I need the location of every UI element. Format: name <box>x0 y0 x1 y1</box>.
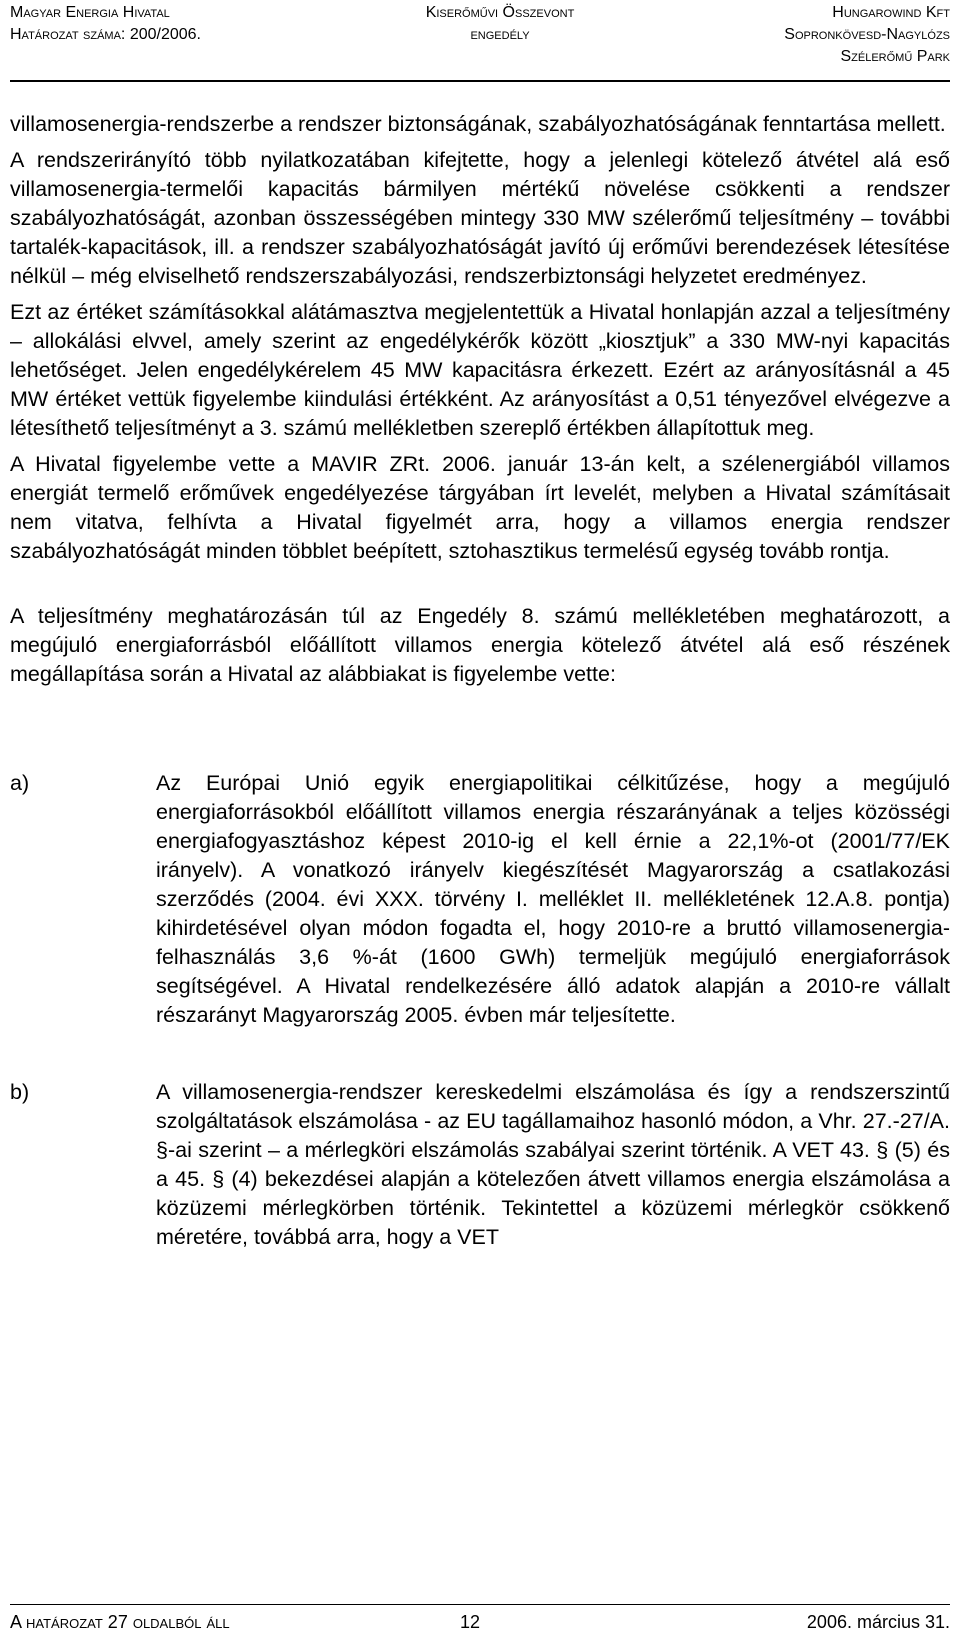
site-name: Sopronkövesd-Nagylózs <box>784 26 950 43</box>
header-right <box>784 2 950 68</box>
paragraph: A rendszerirányító több nyilatkozatában kifejtette, hogy a jelenlegi kötelező átvétel alá eső villamosenergia-termelői kapacitás bármilyen mértékű növelése csökkenti a rendszer szabályozhatóságát, azonban összességében mintegy 330 MW szélerőmű teljesítmény – további tartalék-kapacitások, ill. a rendszer szabályozhatóságát javító új erőművi berendezések létesítése nélkül – még elviselhető rendszerszabályozási, rendszerbiztonsági helyzetet eredményez. <box>10 148 950 288</box>
document-date: 2006. március 31. <box>806 1612 950 1632</box>
company-name: Hungarowind Kft <box>832 4 950 21</box>
enumerated-list <box>10 769 950 1252</box>
header-left <box>10 2 201 46</box>
header-center <box>370 2 630 46</box>
page-number: 12 <box>460 1612 481 1632</box>
page-count-note: A határozat 27 oldalból áll <box>10 1612 230 1632</box>
list-item-text: Az Európai Unió egyik energiapolitikai célkitűzése, hogy a megújuló energiaforrásokból előállított villamos energia részarányának a teljes közösségi energiafogyasztáshoz képest 2010-ig el kell érnie a 22,1%-ot (2001/77/EK irányelv). A vonatkozó irányelv kiegészítését Magyarország a csatlakozási szerződés (2004. évi XXX. törvény I. melléklet II. mellékletének 12.A.8. pontja) kihirdetésével olyan módon fogadta el, hogy 2010-re a bruttó villamosenergia-felhasználás 3,6 %-át (1600 GWh) termeljük megújuló energiaforrások segítségével. A Hivatal rendelkezésére álló adatok alapján a 2010-re vállalt részarányt Magyarország 2005. évben már teljesítette. <box>156 771 950 1027</box>
issuer-name: Magyar Energia Hivatal <box>10 4 170 21</box>
paragraph: Ezt az értéket számításokkal alátámasztva megjelentettük a Hivatal honlapján azzal a teljesítmény – allokálási elvvel, amely szerint az engedélykérők között „kiosztjuk” a 330 MW-nyi kapacitás lehetőséget. Jelen engedélykérelem 45 MW kapacitásra érkezett. Ezért az arányosításnál a 45 MW értéket vettük figyelembe kiindulási értékként. Az arányosítást a 0,51 tényezővel elvégezve a létesíthető teljesítményt a 3. számú mellékletben szereplő értékben állapítottuk meg. <box>10 300 950 440</box>
decision-number: Határozat száma: 200/2006. <box>10 26 201 43</box>
document-body <box>10 110 950 1300</box>
license-type-line2: engedély <box>470 26 530 43</box>
list-item-label: b) <box>10 1080 30 1104</box>
list-item-label: a) <box>10 771 30 795</box>
footer-divider <box>10 1604 950 1605</box>
license-type: Kiserőművi Összevont <box>425 4 575 21</box>
list-item <box>10 769 950 1030</box>
paragraph: A Hivatal figyelembe vette a MAVIR ZRt. 2006. január 13-án kelt, a szélenergiából villamos energiát termelő erőművek engedélyezése tárgyában írt levelét, melyben a Hivatal számításait nem vitatva, felhívta a Hivatal figyelmét arra, hogy a villamos energia rendszer szabályozhatóságát minden többlet beépített, sztohasztikus termelésű egység tovább rontja. <box>10 452 950 563</box>
paragraph: villamosenergia-rendszerbe a rendszer biztonságának, szabályozhatóságának fenntartása mellett. <box>10 112 946 136</box>
park-name: Szélerőmű Park <box>840 48 950 65</box>
header-divider <box>10 80 950 82</box>
list-item-text: A villamosenergia-rendszer kereskedelmi elszámolása és így a rendszerszintű szolgáltatások elszámolása - az EU tagállamaihoz hasonló módon, a Vhr. 27.-27/A. §-ai szerint – a mérlegköri elszámolás szabályai szerint történik. A VET 43. § (5) és a 45. § (4) bekezdései alapján a kötelezően átvett villamos energia elszámolása a közüzemi mérlegkörben történik. Tekintettel a közüzemi mérlegkör csökkenő méretére, továbbá arra, hogy a VET <box>156 1080 950 1249</box>
paragraph: A teljesítmény meghatározásán túl az Engedély 8. számú mellékletében meghatározott, a megújuló energiaforrásból előállított villamos energia kötelező átvétel alá eső részének megállapítása során a Hivatal az alábbiakat is figyelembe vette: <box>10 604 950 686</box>
list-item <box>10 1078 950 1252</box>
page-header <box>10 2 950 82</box>
